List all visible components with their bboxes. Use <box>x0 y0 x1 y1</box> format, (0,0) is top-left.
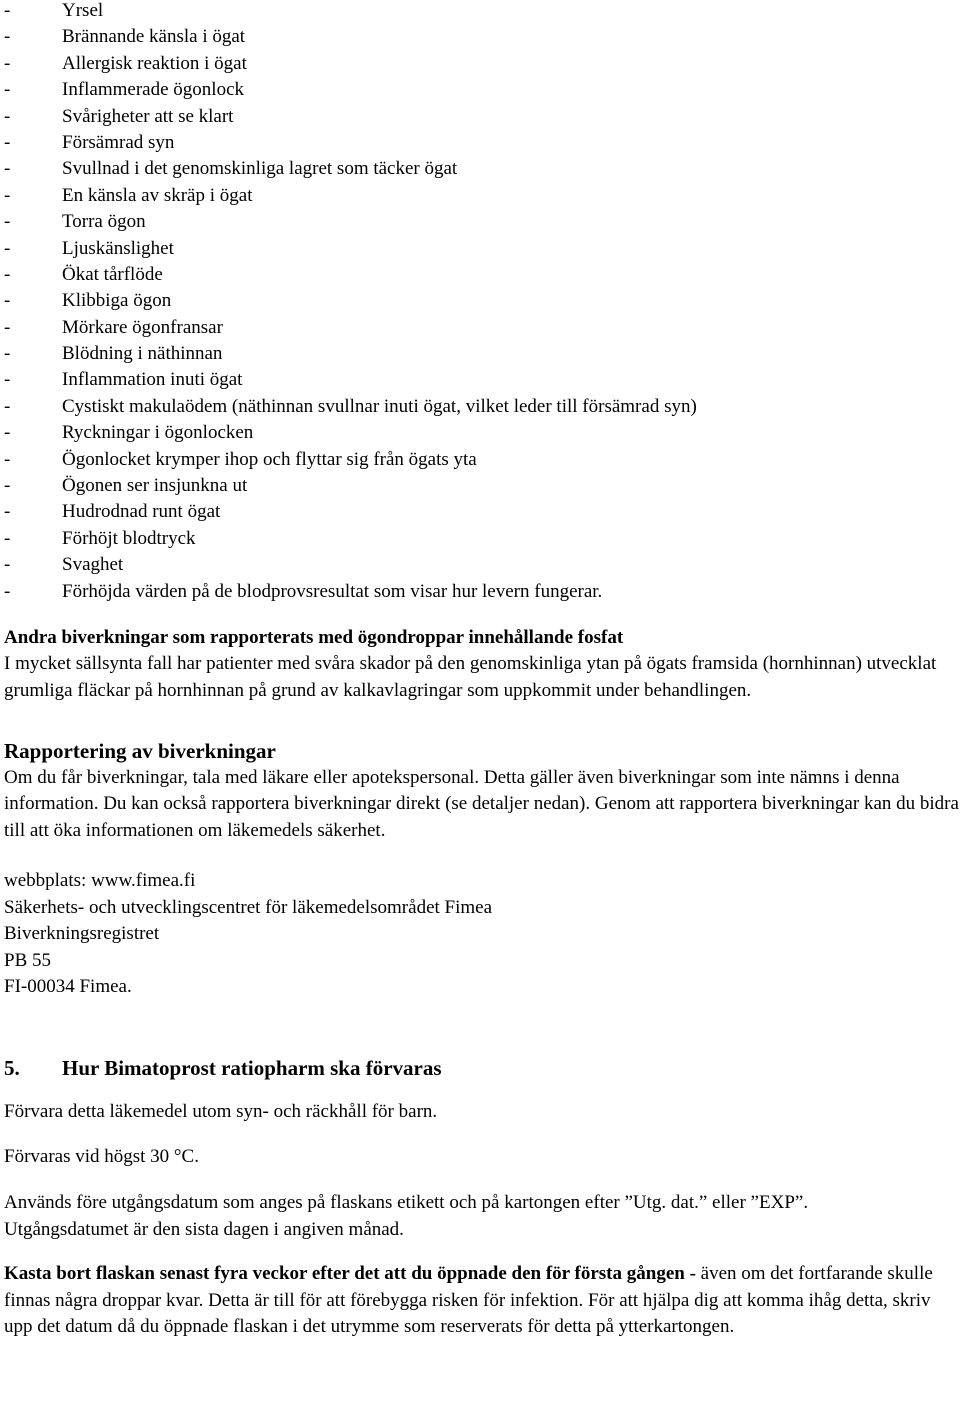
section-5-title: Hur Bimatoprost ratiopharm ska förvaras <box>62 1055 442 1080</box>
side-effect-item <box>4 343 960 369</box>
side-effect-item <box>4 369 960 395</box>
phosphate-heading: Andra biverkningar som rapporterats med ögondroppar innehållande fosfat <box>4 626 624 648</box>
document-page <box>4 0 960 1341</box>
list-dash: - <box>4 52 11 74</box>
list-dash: - <box>4 501 11 523</box>
side-effect-text: Svaghet <box>62 554 124 576</box>
side-effect-text: Förhöjda värden på de blodprovsresultat som visar hur levern fungerar. <box>62 580 603 602</box>
side-effect-text: Svårigheter att se klart <box>62 105 234 127</box>
side-effect-item <box>4 185 960 211</box>
side-effect-item <box>4 79 960 105</box>
side-effect-text: Ögonen ser insjunkna ut <box>62 475 248 497</box>
list-dash: - <box>4 211 11 233</box>
expiry-block <box>4 1190 960 1243</box>
side-effect-text: Torra ögon <box>62 211 146 233</box>
side-effect-item <box>4 264 960 290</box>
side-effects-list <box>4 0 960 607</box>
section-5-number: 5. <box>4 1055 20 1080</box>
side-effect-text: Blödning i näthinnan <box>62 343 223 365</box>
storage-temperature: Förvaras vid högst 30 °C. <box>4 1145 199 1167</box>
phosphate-text: I mycket sällsynta fall har patienter med svåra skador på den genomskinliga ytan på ögats framsida (hornhinnan) utvecklat grumliga fläckar på hornhinnan på grund av kalkavlagringar som uppkommit under behandlingen. <box>4 653 937 701</box>
side-effect-text: Yrsel <box>62 0 104 21</box>
list-dash: - <box>4 131 11 153</box>
reporting-text: Om du får biverkningar, tala med läkare eller apotekspersonal. Detta gäller även biverkningar som inte nämns i denna information. Du kan också rapportera biverkningar direkt (se detaljer nedan). Genom att rapportera biverkningar kan du bidra till att öka informationen om läkemedels säkerhet. <box>4 766 959 841</box>
list-dash: - <box>4 26 11 48</box>
contact-registry: Biverkningsregistret <box>4 923 160 945</box>
list-dash: - <box>4 343 11 365</box>
side-effect-text: Klibbiga ögon <box>62 290 172 312</box>
side-effect-item <box>4 238 960 264</box>
list-dash: - <box>4 448 11 470</box>
side-effect-text: Ökat tårflöde <box>62 263 163 285</box>
contact-postal: FI-00034 Fimea. <box>4 976 132 998</box>
side-effect-item <box>4 396 960 422</box>
side-effect-item <box>4 132 960 158</box>
storage-children: Förvara detta läkemedel utom syn- och räckhåll för barn. <box>4 1101 438 1123</box>
list-dash: - <box>4 316 11 338</box>
side-effect-item <box>4 554 960 580</box>
contact-box: PB 55 <box>4 949 51 971</box>
side-effect-text: Cystiskt makulaödem (näthinnan svullnar inuti ögat, vilket leder till försämrad syn) <box>62 395 697 417</box>
side-effect-item <box>4 422 960 448</box>
list-dash: - <box>4 79 11 101</box>
list-dash: - <box>4 105 11 127</box>
reporting-heading: Rapportering av biverkningar <box>4 739 276 764</box>
contact-website: webbplats: www.fimea.fi <box>4 870 196 892</box>
list-dash: - <box>4 554 11 576</box>
list-dash: - <box>4 527 11 549</box>
reporting-section <box>4 738 960 844</box>
side-effect-item <box>4 475 960 501</box>
list-dash: - <box>4 237 11 259</box>
contact-block <box>4 868 960 1001</box>
expiry-line-2: Utgångsdatumet är den sista dagen i angiven månad. <box>4 1218 404 1240</box>
side-effect-text: Försämrad syn <box>62 131 175 153</box>
side-effect-text: Förhöjt blodtryck <box>62 527 196 549</box>
side-effect-text: Mörkare ögonfransar <box>62 316 223 338</box>
discard-paragraph <box>4 1261 960 1341</box>
list-dash: - <box>4 263 11 285</box>
side-effect-text: Allergisk reaktion i ögat <box>62 52 247 74</box>
expiry-line-1: Används före utgångsdatum som anges på flaskans etikett och på kartongen efter ”Utg. dat.” eller ”EXP”. <box>4 1192 809 1214</box>
list-dash: - <box>4 422 11 444</box>
side-effect-text: En känsla av skräp i ögat <box>62 184 253 206</box>
side-effect-item <box>4 53 960 79</box>
side-effect-item <box>4 106 960 132</box>
side-effect-item <box>4 0 960 26</box>
list-dash: - <box>4 395 11 417</box>
list-dash: - <box>4 0 11 21</box>
side-effect-item <box>4 449 960 475</box>
side-effect-text: Ögonlocket krymper ihop och flyttar sig från ögats yta <box>62 448 477 470</box>
side-effect-text: Ryckningar i ögonlocken <box>62 422 254 444</box>
side-effect-text: Hudrodnad runt ögat <box>62 501 221 523</box>
side-effect-text: Svullnad i det genomskinliga lagret som täcker ögat <box>62 158 458 180</box>
list-dash: - <box>4 369 11 391</box>
side-effect-item <box>4 290 960 316</box>
side-effect-text: Ljuskänslighet <box>62 237 174 259</box>
section-5-heading <box>4 1055 960 1082</box>
side-effect-text: Inflammerade ögonlock <box>62 79 245 101</box>
list-dash: - <box>4 158 11 180</box>
phosphate-section <box>4 625 960 705</box>
side-effect-item <box>4 26 960 52</box>
side-effect-item <box>4 158 960 184</box>
side-effect-item <box>4 211 960 237</box>
side-effect-text: Inflammation inuti ögat <box>62 369 243 391</box>
side-effect-text: Brännande känsla i ögat <box>62 26 246 48</box>
list-dash: - <box>4 475 11 497</box>
contact-org: Säkerhets- och utvecklingscentret för läkemedelsområdet Fimea <box>4 896 493 918</box>
side-effect-item <box>4 528 960 554</box>
list-dash: - <box>4 184 11 206</box>
side-effect-item <box>4 581 960 607</box>
list-dash: - <box>4 290 11 312</box>
discard-rest: även om det fortfarande skulle finnas några droppar kvar. Detta är till för att förebygga risken för infektion. För att hjälpa dig att komma ihåg detta, skriv upp det datum då du öppnade flaskan i det utrymme som reserverats för detta på ytterkartongen. <box>4 1263 933 1338</box>
list-dash: - <box>4 580 11 602</box>
side-effect-item <box>4 501 960 527</box>
side-effect-item <box>4 317 960 343</box>
discard-bold: Kasta bort flaskan senast fyra veckor efter det att du öppnade den för första gången - <box>4 1263 696 1285</box>
section-5 <box>4 1055 960 1082</box>
